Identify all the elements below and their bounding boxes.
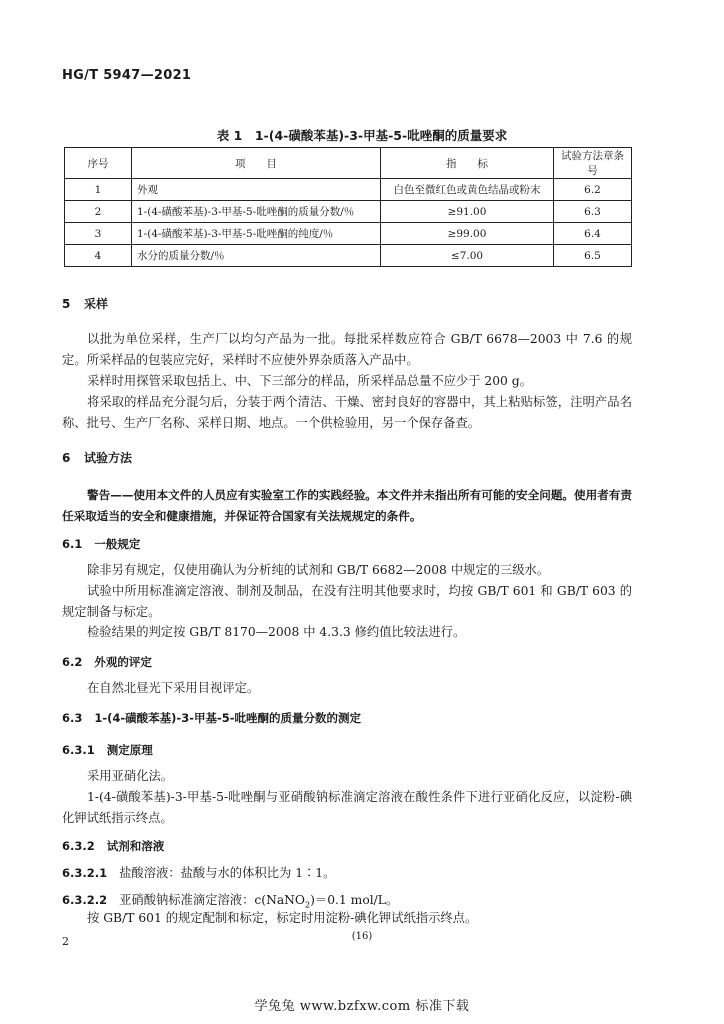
paragraph: 将采取的样品充分混匀后，分装于两个清洁、干燥、密封良好的容器中，其上粘贴标签，注明产品名称、批号、生产厂名称、采样日期、地点。一个供检验用，另一个保存备查。 [62,395,632,430]
subsection-title: 测定原理 [106,743,153,757]
subsection-heading [62,654,152,670]
section-number: 6 [62,451,71,465]
subsection-title: 1-(4-磺酸苯基)-3-甲基-5-吡唑酮的质量分数的测定 [94,711,362,725]
table-header-cell: 试验方法章条号 [554,148,632,179]
table-cell: 4 [65,245,132,267]
paragraph: 采样时用探管采取包括上、中、下三部分的样品，所采样品总量不应少于 200 g。 [87,374,532,388]
watermark-text: 学兔兔 www.bzfxw.com 标准下载 [254,999,470,1014]
page-number: 2 [62,935,69,948]
table-header-cell: 项 目 [132,148,381,179]
clause-number: 6.3.2.2 [62,893,108,907]
table-cell: ≤7.00 [381,245,554,267]
clause-text: 亚硝酸钠标准滴定溶液：c(NaNO [119,893,306,907]
table-row [65,245,632,267]
section-number: 5 [62,297,71,311]
table-cell: 水分的质量分数/％ [132,245,381,267]
subscript: 2 [305,900,311,910]
standard-code: HG/T 5947—2021 [62,68,192,83]
subsection-title: 试剂和溶液 [106,839,165,853]
table-row [65,179,632,201]
table-cell: ≥91.00 [381,201,554,223]
subsection-heading [62,536,140,552]
subsection-number: 6.3.1 [62,743,95,757]
subsection-heading [62,838,164,854]
subsection-number: 6.3.2 [62,839,95,853]
section-heading-5 [62,295,108,312]
section-title: 试验方法 [84,451,133,465]
table-cell: 外观 [132,179,381,201]
table-cell: 2 [65,201,132,223]
table-title: 表 1 1-(4-磺酸苯基)-3-甲基-5-吡唑酮的质量要求 [216,128,508,143]
paragraph: 1-(4-磺酸苯基)-3-甲基-5-吡唑酮与亚硝酸钠标准滴定溶液在酸性条件下进行亚硝化反应，以淀粉-碘化钾试纸指示终点。 [62,790,632,825]
table-header-cell: 指 标 [381,148,554,179]
clause-text: )＝0.1 mol/L。 [310,893,399,907]
paragraph: 以批为单位采样，生产厂以均匀产品为一批。每批采样数应符合 GB/T 6678—2003 中 7.6 的规定。所采样品的包装应完好，采样时不应使外界杂质落入产品中。 [62,332,632,367]
table-cell: 白色至微红色或黄色结晶或粉末 [381,179,554,201]
section-heading-6 [62,449,132,466]
subsection-number: 6.1 [62,537,83,551]
paragraph: 除非另有规定，仅使用确认为分析纯的试剂和 GB/T 6682—2008 中规定的三级水。 [87,563,550,577]
subsection-title: 外观的评定 [94,655,152,669]
table-cell: 6.3 [554,201,632,223]
table-header-cell: 序号 [65,148,132,179]
table-header-row [65,148,632,179]
subsection-number: 6.3 [62,711,83,725]
paragraph: 采用亚硝化法。 [87,769,174,783]
table-cell: 3 [65,223,132,245]
page-index: (16) [351,931,373,942]
subsection-title: 一般规定 [94,537,141,551]
section-title: 采样 [84,297,109,311]
clause-text: 盐酸溶液：盐酸与水的体积比为 1∶1。 [119,866,336,880]
clause-number: 6.3.2.1 [62,866,108,880]
table-cell: 1 [65,179,132,201]
table-cell: 1-(4-磺酸苯基)-3-甲基-5-吡唑酮的纯度/％ [132,223,381,245]
subsection-heading [62,742,153,758]
table-row [65,201,632,223]
warning-paragraph: 警告——使用本文件的人员应有实验室工作的实践经验。本文件并未指出所有可能的安全问题。使用者有责任采取适当的安全和健康措施，并保证符合国家有关法规规定的条件。 [62,488,632,523]
table-cell: 1-(4-磺酸苯基)-3-甲基-5-吡唑酮的质量分数/％ [132,201,381,223]
clause [62,863,335,881]
paragraph: 试验中所用标准滴定溶液、制剂及制品，在没有注明其他要求时，均按 GB/T 601 和 GB/T 603 的规定制备与标定。 [62,584,632,619]
paragraph: 在自然北昼光下采用目视评定。 [87,681,260,695]
subsection-number: 6.2 [62,655,83,669]
table-cell: 6.2 [554,179,632,201]
paragraph: 检验结果的判定按 GB/T 8170—2008 中 4.3.3 修约值比较法进行。 [87,625,466,639]
table-row [65,223,632,245]
quality-requirements-table [64,147,632,267]
table-cell: 6.5 [554,245,632,267]
table-cell: ≥99.00 [381,223,554,245]
paragraph: 按 GB/T 601 的规定配制和标定，标定时用淀粉-碘化钾试纸指示终点。 [87,911,478,925]
subsection-heading [62,710,361,726]
table-cell: 6.4 [554,223,632,245]
clause [62,890,398,909]
